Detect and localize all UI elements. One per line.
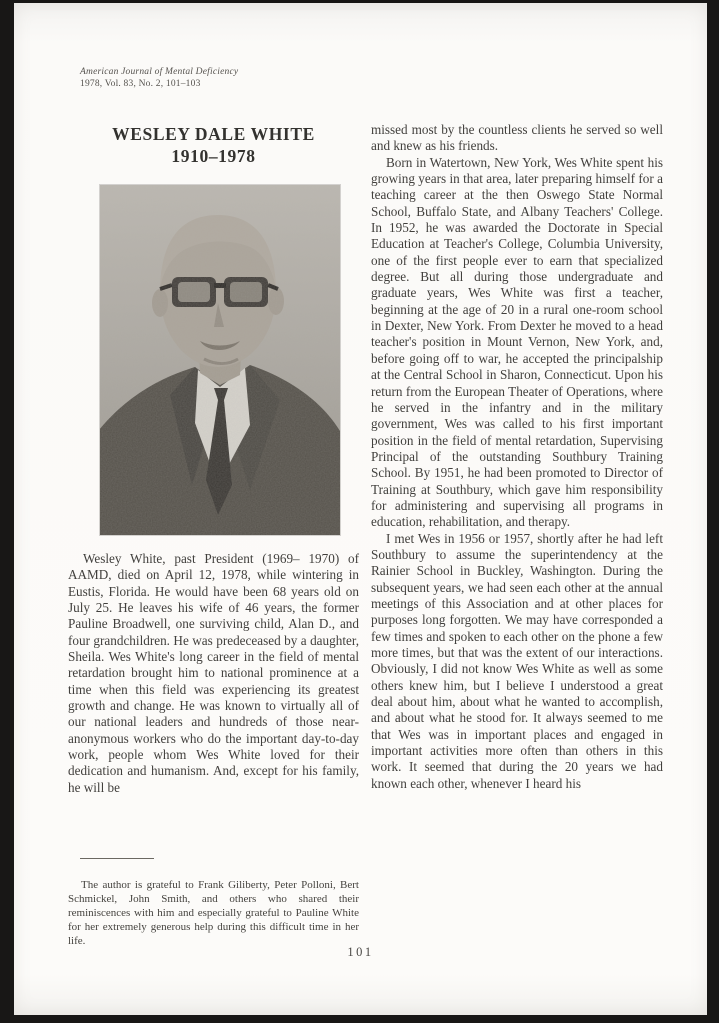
journal-header bbox=[80, 66, 238, 90]
portrait-illustration bbox=[100, 185, 340, 535]
right-column bbox=[371, 122, 663, 792]
body-paragraph: missed most by the countless clients he served so well and knew as his friends. bbox=[371, 122, 663, 154]
title-years: 1910–1978 bbox=[171, 146, 256, 166]
portrait-photo bbox=[100, 185, 340, 535]
journal-name: American Journal of Mental Deficiency bbox=[80, 67, 239, 77]
footnote-text: The author is grateful to Frank Giliberty, Peter Polloni, Bert Schmickel, John Smith, and others who shared their reminiscences with him and especially grateful to Pauline White for her extremely generous help during this difficult time in her life. bbox=[68, 879, 359, 947]
title-name: WESLEY DALE WHITE bbox=[112, 124, 315, 144]
body-paragraph: I met Wes in 1956 or 1957, shortly after he had left Southbury to assume the superintendency at the Rainier School in Buckley, Washington. During the subsequent years, we had seen each other at the annual meetings of this Association and at other places for purposes long forgotten. We may have corresponded a few times and spoken to each other on the phone a few more times, but that was the extent of our interactions. Obviously, I did not know Wes White as well as some others knew him, but I believe I understood a great deal about him, about what he wanted to accomplish, and about what he stood for. It always seemed to me that Wes was in important places and engaged in important activities more often than others in this work. It seemed that during the 20 years we had known each other, whenever I heard his bbox=[371, 530, 663, 791]
obituary-paragraph: Wesley White, past President (1969– 1970) of AAMD, died on April 12, 1978, while wintering in Eustis, Florida. He would have been 68 years old on July 25. He leaves his wife of 46 years, the former Pauline Broadwell, one surviving child, Alan D., and four grandchildren. He was predeceased by a daughter, Sheila. Wes White's long career in the field of mental retardation brought him to national prominence at a time when this field was experiencing its greatest growth and change. He was known to virtually all of our national leaders and hundreds of those near-anonymous workers who do the important day-to-day work, people whom Wes White loved for their dedication and humanism. And, except for his family, he will be bbox=[68, 551, 359, 795]
journal-citation: 1978, Vol. 83, No. 2, 101–103 bbox=[80, 79, 201, 89]
footnote-divider bbox=[80, 858, 154, 859]
page-surface bbox=[14, 3, 707, 1015]
body-paragraph: Born in Watertown, New York, Wes White spent his growing years in that area, later preparing himself for a teaching career at the then Oswego State Normal School, Buffalo State, and Albany Teachers' College. In 1952, he was awarded the Doctorate in Special Education at Teacher's College, Columbia University, one of the first people ever to earn that specialized degree. But all during those undergraduate and graduate years, Wes White was first a teacher, beginning at the age of 20 in a rural one-room school in Dexter, New York. From Dexter he moved to a head teacher's position in Mount Vernon, New York, and, before going off to war, he accepted the principalship at the Central School in Sharon, Connecticut. Upon his return from the European Theater of Operations, where he served in the infantry and in the military government, Wes was called to his first important position in the field of mental retardation, Supervising Principal of the outstanding Southbury Training School. By 1951, he had been promoted to Director of Training at Southbury, which gave him responsibility for administering and supervising all programs in education, rehabilitation, and therapy. bbox=[371, 154, 663, 530]
page-number: 101 bbox=[347, 945, 374, 959]
article-title bbox=[68, 123, 359, 167]
